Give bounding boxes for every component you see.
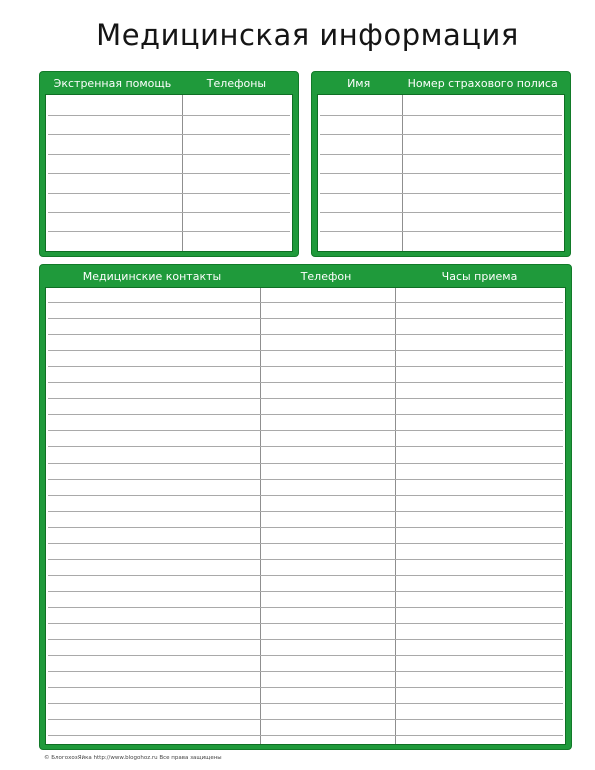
emergency-header-label: Экстренная помощь [53,76,172,90]
ruled-line [48,655,563,656]
ruled-line [320,115,562,116]
ruled-line [48,154,290,155]
ruled-line [320,154,562,155]
hours-header-label: Часы приема [441,269,518,283]
ruled-line [48,366,563,367]
page-title: Медицинская информация [96,18,519,52]
ruled-line [48,334,563,335]
phones-header-label: Телефоны [206,76,267,90]
ruled-line [48,115,290,116]
ruled-line [48,703,563,704]
insurance-table[interactable] [317,94,565,252]
ruled-line [48,687,563,688]
emergency-header [45,72,293,94]
ruled-line [48,591,563,592]
contacts-header-label: Медицинские контакты [82,269,222,283]
ruled-line [48,173,290,174]
ruled-line [48,382,563,383]
emergency-table[interactable] [45,94,293,252]
insurance-header [317,72,565,94]
ruled-line [48,623,563,624]
phone-header-label: Телефон [300,269,352,283]
emergency-rows [46,95,292,251]
ruled-line [48,193,290,194]
insurance-rows [318,95,564,251]
contacts-table[interactable] [45,287,566,745]
ruled-line [320,173,562,174]
ruled-line [320,212,562,213]
contacts-rows [46,288,565,744]
contacts-panel [39,264,572,750]
ruled-line [48,495,563,496]
ruled-line [48,231,290,232]
ruled-line [320,231,562,232]
ruled-line [320,134,562,135]
ruled-line [48,527,563,528]
ruled-line [48,671,563,672]
ruled-line [48,446,563,447]
ruled-line [48,479,563,480]
insurance-panel [311,71,571,257]
contacts-header [45,265,566,287]
ruled-line [48,212,290,213]
ruled-line [48,251,290,252]
policy-header-label: Номер страхового полиса [407,76,558,90]
ruled-line [320,251,562,252]
ruled-line [48,398,563,399]
ruled-line [48,719,563,720]
ruled-line [48,607,563,608]
ruled-line [48,543,563,544]
ruled-line [48,463,563,464]
ruled-line [48,302,563,303]
ruled-line [48,735,563,736]
ruled-line [48,575,563,576]
ruled-line [48,134,290,135]
ruled-line [48,350,563,351]
ruled-line [48,639,563,640]
name-header-label: Имя [347,76,371,90]
ruled-line [48,414,563,415]
ruled-line [320,193,562,194]
footer-copyright: © БлогохозЯйка http://www.blogohoz.ru Все права защищены [44,755,222,761]
ruled-line [48,430,563,431]
ruled-line [48,511,563,512]
ruled-line [48,318,563,319]
ruled-line [48,559,563,560]
emergency-panel [39,71,299,257]
